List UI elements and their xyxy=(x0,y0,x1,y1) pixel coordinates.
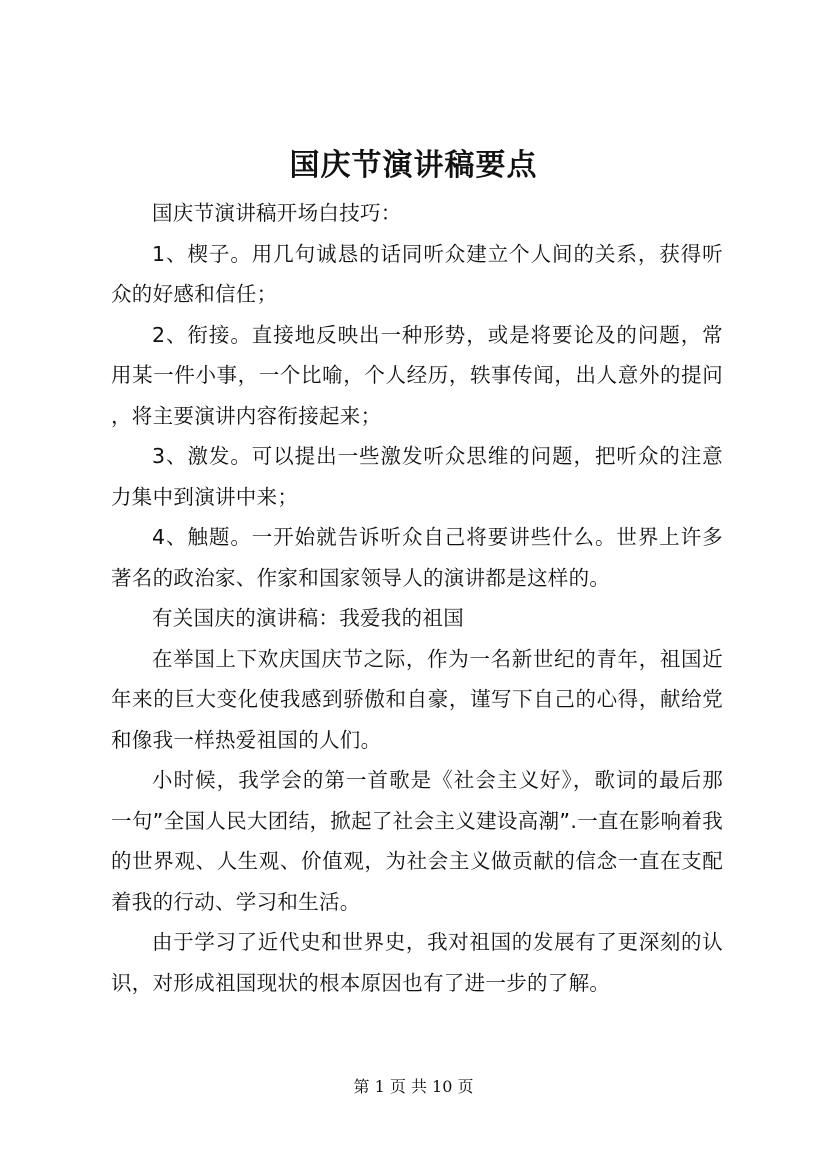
paragraph-opening-tips: 国庆节演讲稿开场白技巧： xyxy=(152,201,402,225)
page-number-footer: 第 1 页 共 10 页 xyxy=(353,1077,474,1096)
document-title: 国庆节演讲稿要点 xyxy=(289,148,538,183)
paragraph-tip-4: 4、触题。一开始就告诉听众自己将要讲些什么。世界上许多著名的政治家、作家和国家领导人的演讲都是这样的。 xyxy=(111,525,723,590)
paragraph-tip-2: 2、衔接。直接地反映出一种形势，或是将要论及的问题，常用某一件小事，一个比喻，个人经历，轶事传闻，出人意外的提问，将主要演讲内容衔接起来； xyxy=(111,322,723,428)
paragraph-speech-intro: 在举国上下欢庆国庆节之际，作为一名新世纪的青年，祖国近年来的巨大变化使我感到骄傲和自豪，谨写下自己的心得，献给党和像我一样热爱祖国的人们。 xyxy=(111,646,723,752)
paragraph-tip-1: 1、楔子。用几句诚恳的话同听众建立个人间的关系，获得听众的好感和信任； xyxy=(111,241,723,306)
paragraph-childhood-song: 小时候，我学会的第一首歌是《社会主义好》，歌词的最后那一句”全国人民大团结，掀起了社会主义建设高潮”.一直在影响着我的世界观、人生观、价值观，为社会主义做贡献的信念一直在支配着我的行动、学习和生活。 xyxy=(111,768,723,914)
paragraph-speech-heading: 有关国庆的演讲稿：我爱我的祖国 xyxy=(152,606,464,630)
paragraph-history-study: 由于学习了近代史和世界史，我对祖国的发展有了更深刻的认识，对形成祖国现状的根本原因也有了进一步的了解。 xyxy=(111,930,723,995)
document-body xyxy=(111,193,723,1003)
paragraph-tip-3: 3、激发。可以提出一些激发听众思维的问题，把听众的注意力集中到演讲中来； xyxy=(111,444,723,509)
